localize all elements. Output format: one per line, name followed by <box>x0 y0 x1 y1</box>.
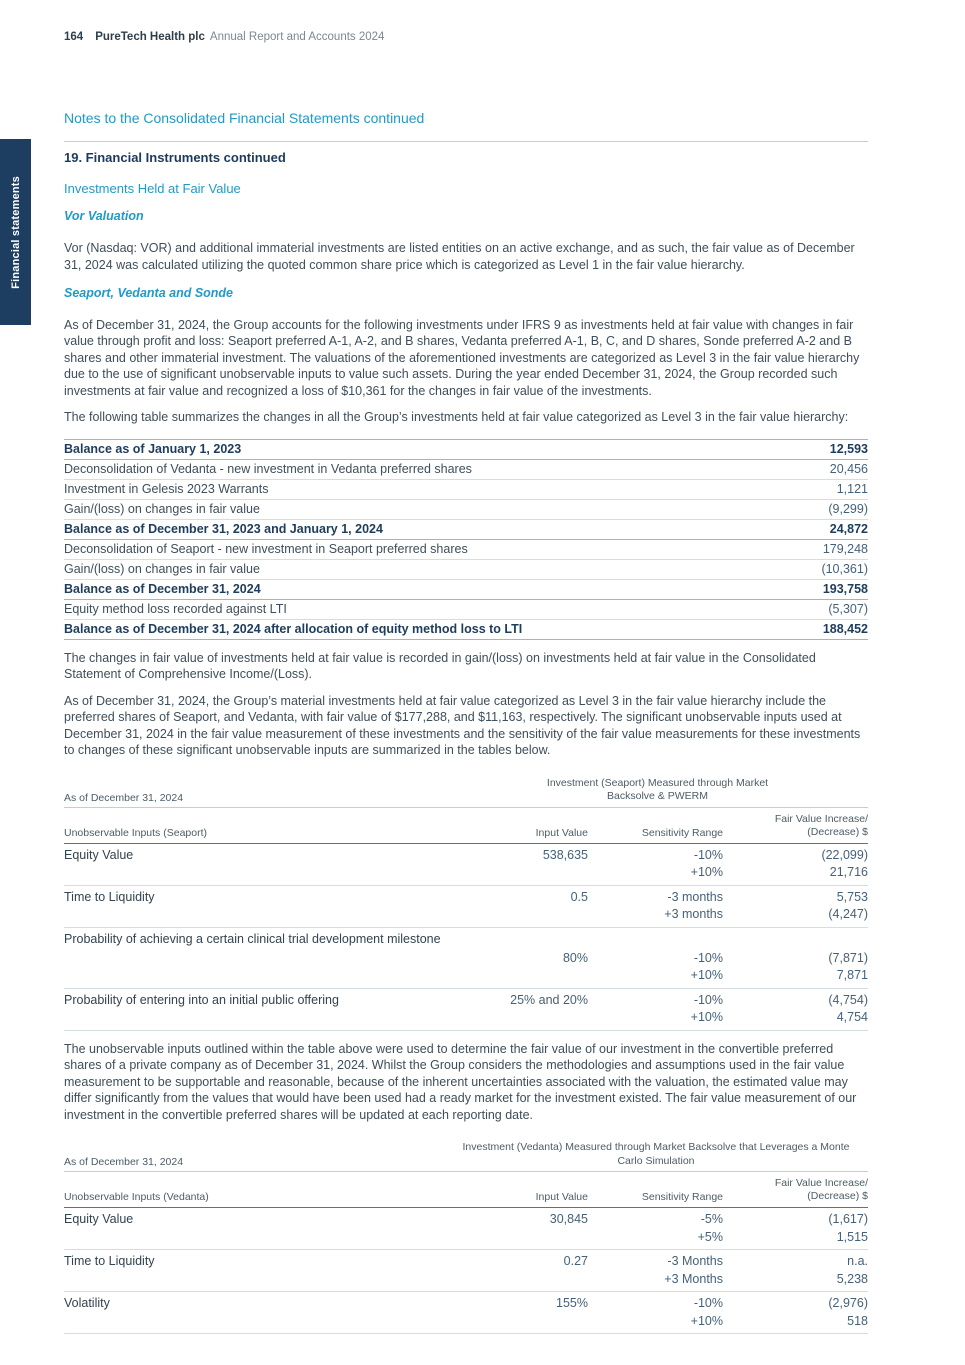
col-sensitivity-range: Sensitivity Range <box>641 826 723 839</box>
section-tab <box>0 139 31 325</box>
divider <box>64 141 868 142</box>
row-label: Gain/(loss) on changes in fair value <box>64 502 260 517</box>
column-headers <box>64 808 868 844</box>
table-row <box>64 540 868 560</box>
table-row <box>64 560 868 580</box>
row-label: Balance as of December 31, 2024 <box>64 582 261 597</box>
input-value: 30,845 <box>549 1212 588 1227</box>
paragraph-seaport: As of December 31, 2024, the Group accounts for the following investments under IFRS 9 as investments held at fair value with changes in fair value through profit and loss: Seaport preferred A-1, A-2, and B shares, Vedanta preferred A-1, B, C, and D shares, Sonde preferred A-2 and B shares and other immaterial investment. The valuations of the aforementioned investments are categorized as Level 3 in the fair value hierarchy due to the use of significant unobservable inputs to value such assets. During the year ended December 31, 2024, the Group recorded such investments at fair value and recognized a loss of $10,361 for the changes in fair value of the investments. <box>64 317 860 398</box>
sensitivity-range: +10% <box>690 968 723 983</box>
fair-value-change: 4,754 <box>836 1010 868 1025</box>
sensitivity-line <box>588 847 868 865</box>
sensitivity-lines <box>588 950 868 985</box>
input-value: 0.27 <box>563 1254 588 1269</box>
input-label: Probability of achieving a certain clinical trial development milestone <box>64 931 441 946</box>
measurement-method-header: Investment (Seaport) Measured through Market Backsolve & PWERM <box>546 776 769 803</box>
table-row <box>64 620 868 640</box>
sensitivity-range: -3 months <box>667 889 723 904</box>
fair-value-change: 5,238 <box>836 1271 868 1286</box>
paragraph-fair-value-recording: The changes in fair value of investments held at fair value is recorded in gain/(loss) on investments held at fair value in the Consolidated Statement of Comprehensive Income/(Loss). <box>64 650 816 682</box>
row-value: 20,456 <box>829 462 868 477</box>
row-value: 1,121 <box>836 482 868 497</box>
paragraph-vor: Vor (Nasdaq: VOR) and additional immaterial investments are listed entities on an active exchange, and as such, the fair value as of December 31, 2024 was calculated utilizing the quoted common share price which is categorized as Level 1 in the fair value hierarchy. <box>64 241 855 272</box>
sensitivity-line <box>588 1253 868 1271</box>
fair-value-change: (4,247) <box>828 907 868 922</box>
sensitivity-range: +3 months <box>664 907 723 922</box>
col-sensitivity-range: Sensitivity Range <box>641 1191 723 1204</box>
sensitivity-lines <box>588 1211 868 1246</box>
sensitivity-line <box>588 1271 868 1289</box>
page-number: 164 <box>64 31 84 43</box>
sensitivity-range: -10% <box>693 1296 723 1311</box>
input-value: 538,635 <box>542 847 588 862</box>
input-label: Equity Value <box>64 1212 134 1227</box>
row-value: 188,452 <box>822 622 868 637</box>
sensitivity-range: -10% <box>693 847 723 862</box>
table-row <box>64 500 868 520</box>
input-label: Probability of entering into an initial public offering <box>64 992 339 1007</box>
sensitivity-lines <box>588 1253 868 1288</box>
rollforward-table <box>64 439 868 640</box>
sensitivity-line <box>588 1229 868 1247</box>
row-value: (9,299) <box>828 502 868 517</box>
table-row <box>64 886 868 928</box>
table-row <box>64 480 868 500</box>
table-row <box>64 928 868 989</box>
notes-heading: Notes to the Consolidated Financial Statements continued <box>64 110 425 127</box>
seaport-sensitivity-table <box>64 777 868 1031</box>
sensitivity-line <box>588 967 868 985</box>
sensitivity-lines <box>588 992 868 1027</box>
sensitivity-lines <box>588 847 868 882</box>
row-value: (10,361) <box>821 562 868 577</box>
page-header <box>64 31 384 43</box>
table-row <box>64 520 868 540</box>
fair-value-change: 1,515 <box>836 1229 868 1244</box>
sensitivity-line <box>588 1211 868 1229</box>
company-name: PureTech Health plc <box>95 31 205 43</box>
row-value: 12,593 <box>829 442 868 457</box>
sensitivity-line <box>588 1009 868 1027</box>
table-row <box>64 460 868 480</box>
sensitivity-line <box>588 864 868 882</box>
table-top-header <box>64 1141 868 1172</box>
row-label: Deconsolidation of Vedanta - new investment in Vedanta preferred shares <box>64 462 472 477</box>
table-row <box>64 1292 868 1334</box>
table-top-header <box>64 777 868 808</box>
table-row <box>64 440 868 460</box>
col-fair-value: Fair Value Increase/ (Decrease) $ <box>774 1177 868 1203</box>
sensitivity-range: +10% <box>690 1010 723 1025</box>
as-of-date: As of December 31, 2024 <box>64 1156 184 1169</box>
row-value: 179,248 <box>822 542 868 557</box>
sensitivity-range: -10% <box>693 950 723 965</box>
sensitivity-line <box>588 889 868 907</box>
table-row <box>64 580 868 600</box>
row-label: Gain/(loss) on changes in fair value <box>64 562 260 577</box>
sensitivity-range: +10% <box>690 865 723 880</box>
input-value: 80% <box>562 950 588 965</box>
fair-value-change: n.a. <box>847 1254 868 1269</box>
sensitivity-line <box>588 950 868 968</box>
sensitivity-range: -10% <box>693 992 723 1007</box>
row-label: Balance as of December 31, 2023 and January 1, 2024 <box>64 522 383 537</box>
fair-value-change: (4,754) <box>828 992 868 1007</box>
sensitivity-line <box>588 1313 868 1331</box>
vedanta-sensitivity-table <box>64 1141 868 1334</box>
section-tab-label: Financial statements <box>9 175 22 289</box>
sensitivity-line <box>588 992 868 1010</box>
row-label: Equity method loss recorded against LTI <box>64 602 287 617</box>
col-input-value: Input Value <box>535 826 588 839</box>
row-label: Investment in Gelesis 2023 Warrants <box>64 482 269 497</box>
fair-value-change: 518 <box>847 1313 868 1328</box>
sensitivity-lines <box>588 889 868 924</box>
paragraph-material-investments: As of December 31, 2024, the Group’s material investments held at fair value categorized as Level 3 in the fair value hierarchy include the preferred shares of Seaport, and Vedanta, with fair value of $177,288, and $11,163, respectively. The significant unobservable inputs used at December 31, 2024 in the fair value measurement of these investments and the sensitivity of the fair value measurements for these investments to changes of these significant unobservable inputs are summarized in the tables below. <box>64 693 861 758</box>
input-label: Volatility <box>64 1296 110 1311</box>
vor-valuation-heading: Vor Valuation <box>64 209 144 224</box>
sensitivity-range: -3 Months <box>667 1254 723 1269</box>
table-row <box>64 1208 868 1250</box>
fair-value-change: 7,871 <box>836 968 868 983</box>
row-label: Balance as of January 1, 2023 <box>64 442 242 457</box>
col-input-value: Input Value <box>535 1191 588 1204</box>
paragraph-table-intro: The following table summarizes the changes in all the Group’s investments held at fair value categorized as Level 3 in the fair value hierarchy: <box>64 410 849 425</box>
table-row <box>64 989 868 1031</box>
fair-value-change: (2,976) <box>828 1296 868 1311</box>
column-headers <box>64 1172 868 1208</box>
page-content <box>64 101 868 1334</box>
sensitivity-line <box>588 906 868 924</box>
row-value: 193,758 <box>822 582 868 597</box>
sensitivity-lines <box>588 1295 868 1330</box>
table-row <box>64 844 868 886</box>
input-label: Time to Liquidity <box>64 1254 155 1269</box>
col-unobservable-inputs: Unobservable Inputs (Vedanta) <box>64 1191 209 1204</box>
input-value: 0.5 <box>570 889 588 904</box>
input-label: Equity Value <box>64 847 134 862</box>
input-value: 155% <box>556 1296 588 1311</box>
input-label: Time to Liquidity <box>64 889 155 904</box>
paragraph-unobservable-inputs: The unobservable inputs outlined within the table above were used to determine the fair value of our investment in the convertible preferred shares of a private company as of December 31, 2024. Whilst the Group considers the methodologies and assumptions used in the fair value measurement to be supportable and reasonable, because of the inherent uncertainties associated with the valuation, the estimated value may differ significantly from the values that would have been used had a ready market for the investment existed. The fair value measurement of our investment in the convertible preferred shares will be updated at each reporting date. <box>64 1041 857 1122</box>
investments-heading: Investments Held at Fair Value <box>64 181 241 197</box>
as-of-date: As of December 31, 2024 <box>64 791 184 804</box>
sensitivity-range: +10% <box>690 1313 723 1328</box>
col-unobservable-inputs: Unobservable Inputs (Seaport) <box>64 826 207 839</box>
fair-value-change: 21,716 <box>829 865 868 880</box>
row-label: Deconsolidation of Seaport - new investment in Seaport preferred shares <box>64 542 468 557</box>
sensitivity-range: +3 Months <box>664 1271 723 1286</box>
fair-value-change: (1,617) <box>828 1212 868 1227</box>
col-fair-value: Fair Value Increase/ (Decrease) $ <box>774 812 868 838</box>
section-heading: 19. Financial Instruments continued <box>64 150 286 166</box>
row-label: Balance as of December 31, 2024 after allocation of equity method loss to LTI <box>64 622 523 637</box>
sensitivity-range: +5% <box>697 1229 723 1244</box>
table-row <box>64 1250 868 1292</box>
measurement-method-header: Investment (Vedanta) Measured through Market Backsolve that Leverages a Monte Carlo Simulation <box>462 1141 850 1167</box>
sensitivity-line <box>588 1295 868 1313</box>
row-value: 24,872 <box>829 522 868 537</box>
sensitivity-range: -5% <box>700 1212 723 1227</box>
input-value: 25% and 20% <box>510 992 588 1007</box>
seaport-vedanta-sonde-heading: Seaport, Vedanta and Sonde <box>64 286 234 300</box>
row-value: (5,307) <box>828 602 868 617</box>
report-title: Annual Report and Accounts 2024 <box>209 31 385 43</box>
table-row <box>64 600 868 620</box>
fair-value-change: (7,871) <box>828 950 868 965</box>
fair-value-change: 5,753 <box>836 889 868 904</box>
fair-value-change: (22,099) <box>821 847 868 862</box>
